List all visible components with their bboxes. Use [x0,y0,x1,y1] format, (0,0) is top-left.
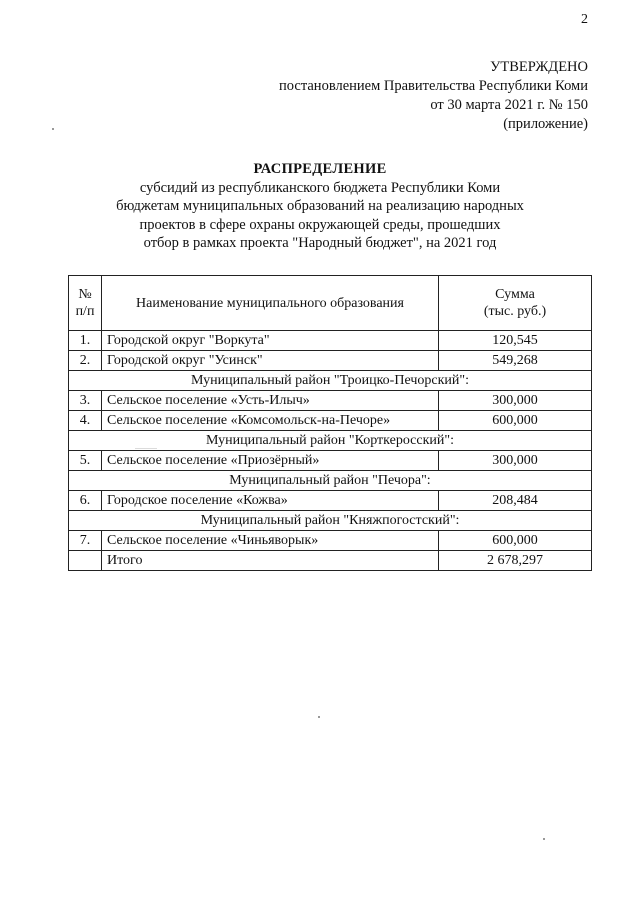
municipality-name: Городское поселение «Кожва» [102,491,439,511]
table-row [69,531,592,551]
municipality-name: Сельское поселение «Комсомольск-на-Печоре» [102,411,439,431]
approval-note: (приложение) [503,116,588,132]
municipality-name: Городской округ "Усинск" [102,351,439,371]
subsidy-amount: 300,000 [439,391,592,411]
subsidy-amount: 120,545 [439,331,592,351]
row-number: 4. [69,411,102,431]
table-row [69,391,592,411]
row-number: 6. [69,491,102,511]
page-number: 2 [581,12,588,27]
row-number: 5. [69,451,102,471]
district-name: Муниципальный район "Печора": [69,471,592,491]
row-number: 3. [69,391,102,411]
subsidy-amount: 549,268 [439,351,592,371]
table-row [69,551,592,571]
municipality-name: Городской округ "Воркута" [102,331,439,351]
distribution-table [68,275,592,571]
row-number: 2. [69,351,102,371]
table-row [69,351,592,371]
header-sum [439,276,592,331]
table-row [69,331,592,351]
scan-speck [318,716,320,718]
header-number-sign: № [78,287,92,302]
district-name: Муниципальный район "Корткеросский": [69,431,592,451]
header-name: Наименование муниципального образования [102,276,439,331]
district-name: Муниципальный район "Княжпогостский": [69,511,592,531]
district-row [69,511,592,531]
table-row [69,491,592,511]
approval-date: от 30 марта 2021 г. № 150 [430,97,588,113]
table-row [69,451,592,471]
approval-stamp [188,58,588,134]
title-line: отбор в рамках проекта "Народный бюджет", на 2021 год [143,235,497,251]
district-row [69,371,592,391]
subsidy-amount: 208,484 [439,491,592,511]
scan-speck [135,448,157,449]
header-number [69,276,102,331]
row-number [69,551,102,571]
table-header-row [69,276,592,331]
document-heading: РАСПРЕДЕЛЕНИЕ [253,161,387,177]
scan-speck [543,838,545,840]
district-row [69,471,592,491]
header-sum-label: Сумма [495,287,535,302]
table-row [69,411,592,431]
subsidy-amount: 600,000 [439,411,592,431]
approval-decree: постановлением Правительства Республики Коми [279,78,588,94]
approval-title: УТВЕРЖДЕНО [490,59,588,75]
subsidy-amount: 600,000 [439,531,592,551]
row-number: 7. [69,531,102,551]
municipality-name: Итого [102,551,439,571]
title-line: субсидий из республиканского бюджета Республики Коми [139,179,501,196]
district-name: Муниципальный район "Троицко-Печорский": [69,371,592,391]
municipality-name: Сельское поселение «Чиньяворык» [102,531,439,551]
subsidy-amount: 2 678,297 [439,551,592,571]
title-line: бюджетам муниципальных образований на реализацию народных [116,198,524,214]
subsidy-amount: 300,000 [439,451,592,471]
municipality-name: Сельское поселение «Приозёрный» [102,451,439,471]
title-line: проектов в сфере охраны окружающей среды, прошедших [139,216,501,233]
municipality-name: Сельское поселение «Усть-Илыч» [102,391,439,411]
header-sum-unit: (тыс. руб.) [483,304,547,319]
document-title [60,160,580,253]
row-number: 1. [69,331,102,351]
header-number-abbr: п/п [75,304,95,319]
scan-speck [52,128,54,130]
